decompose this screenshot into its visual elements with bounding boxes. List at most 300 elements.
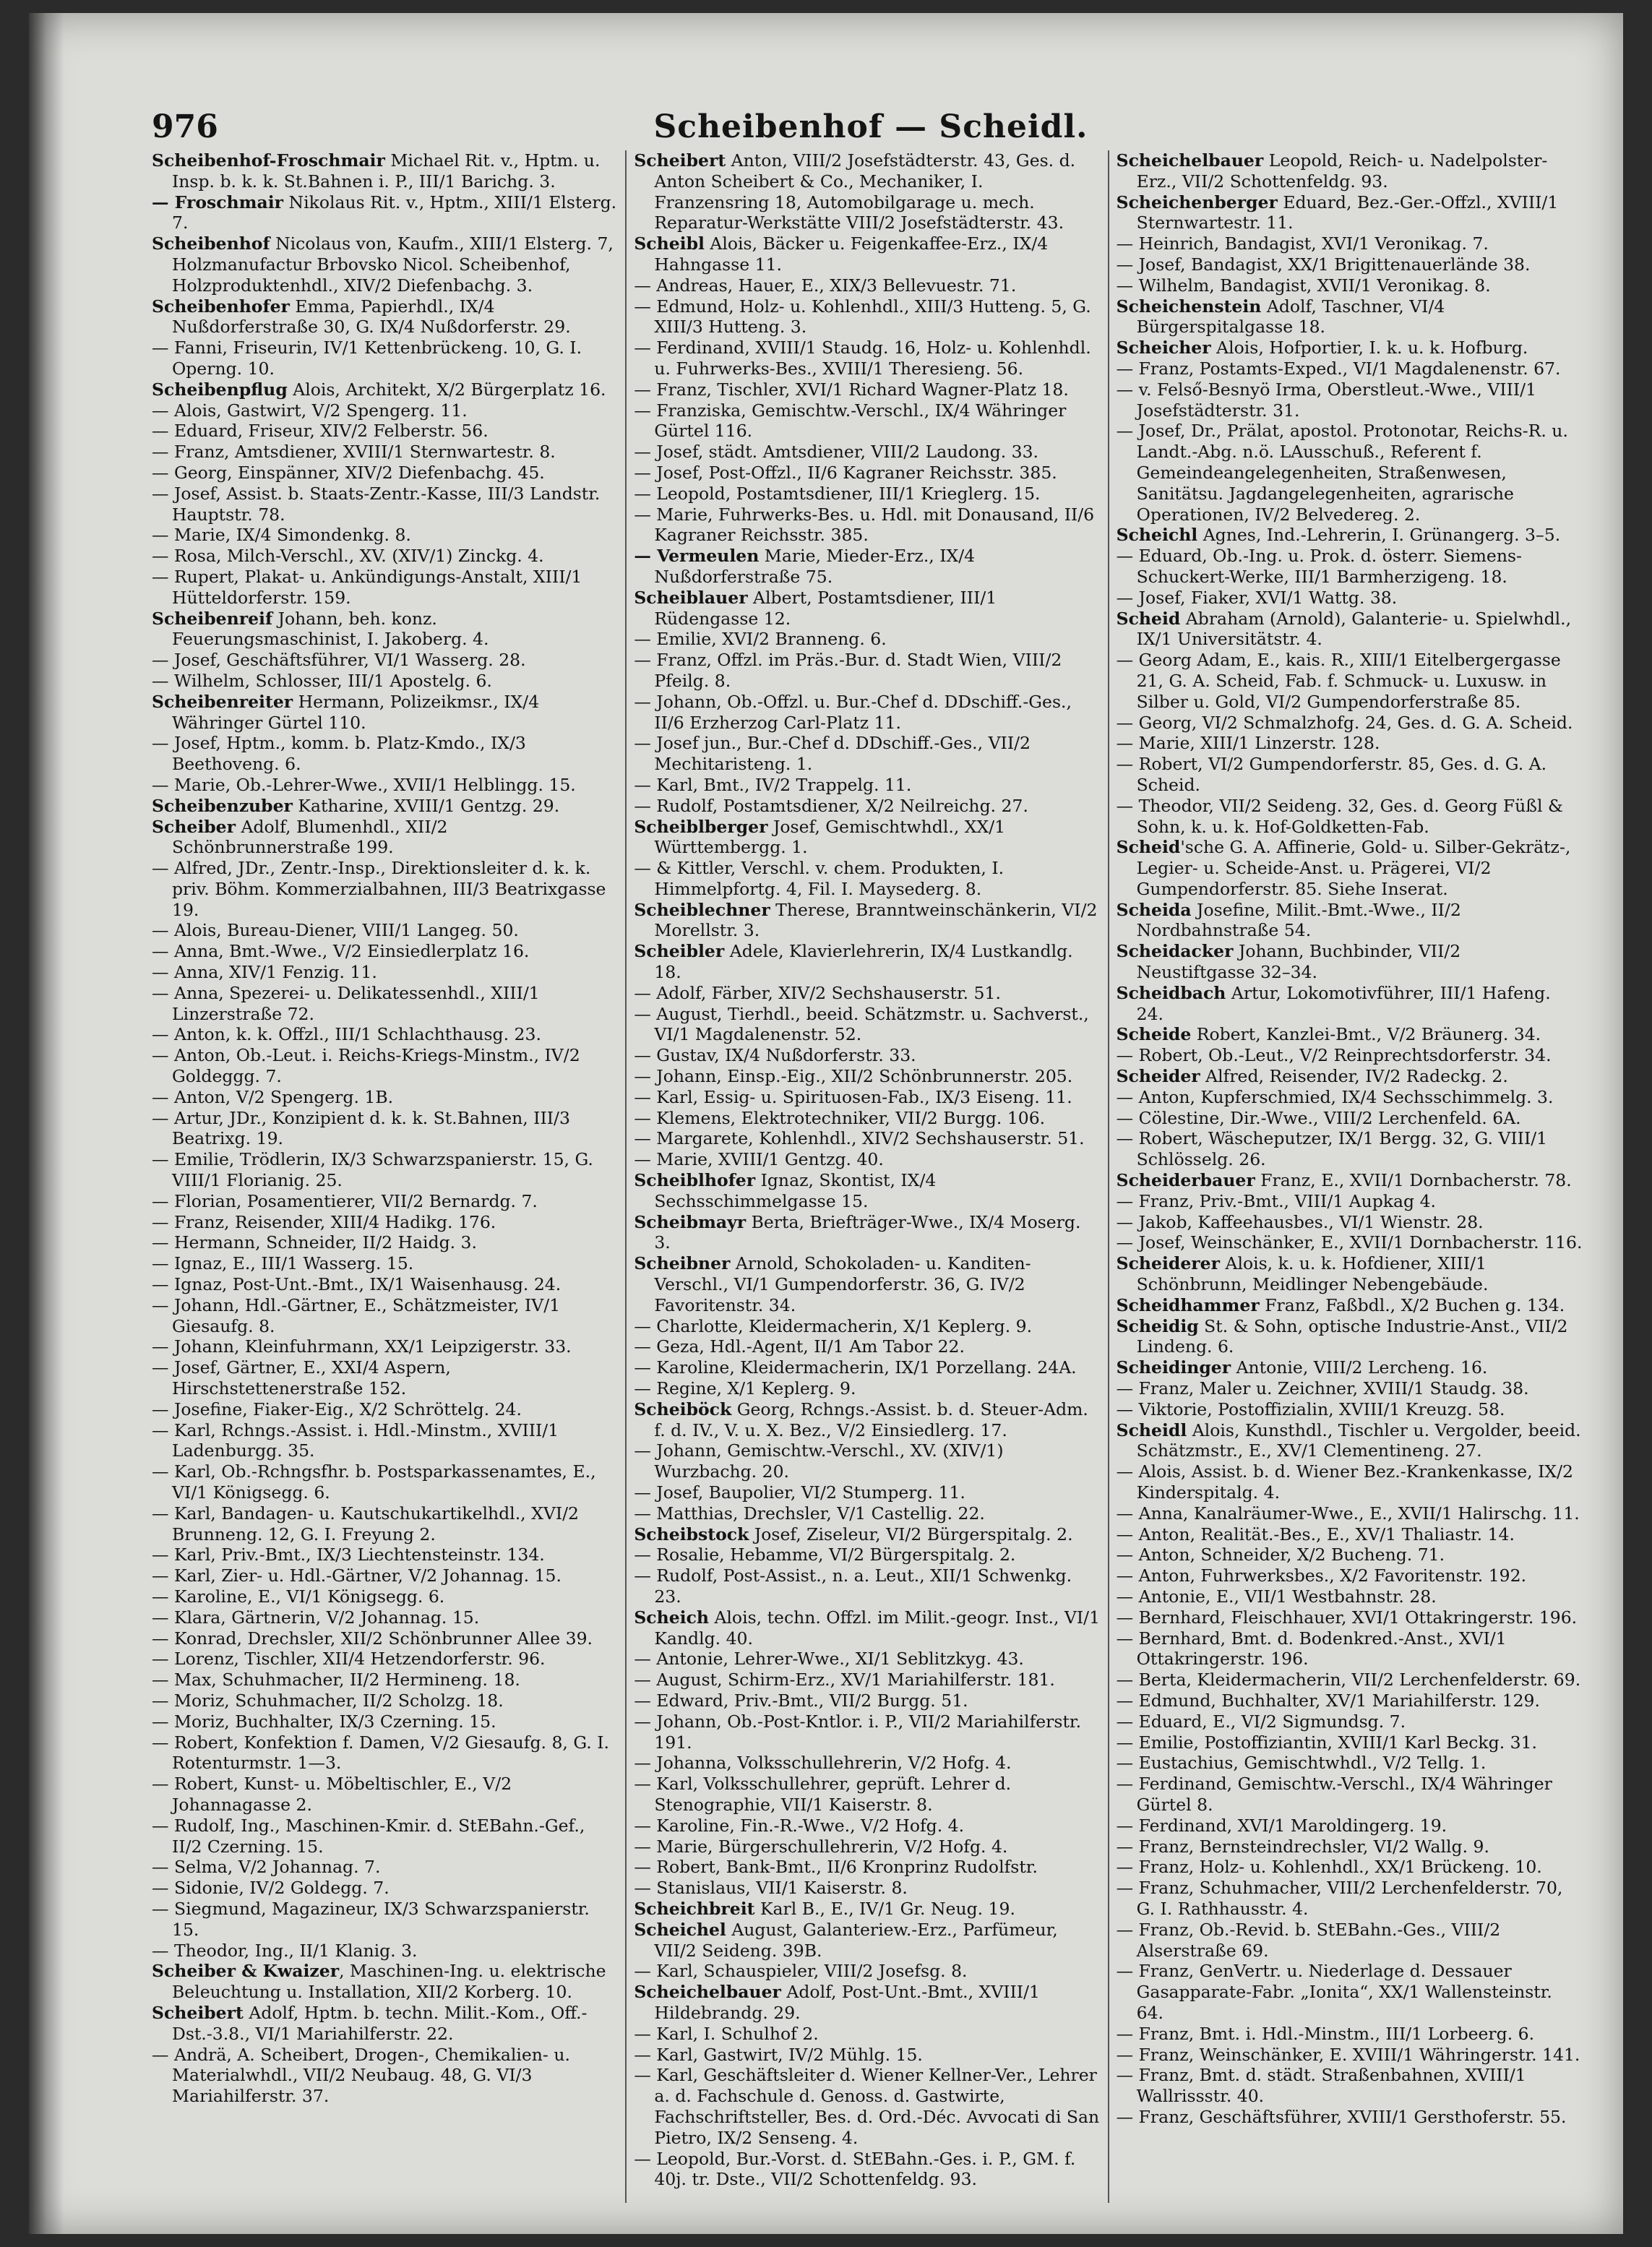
directory-entry bbox=[152, 442, 618, 463]
column-2 bbox=[625, 150, 1107, 2203]
directory-entry bbox=[1117, 733, 1583, 754]
directory-entry bbox=[634, 504, 1100, 546]
directory-entry bbox=[634, 1170, 1100, 1212]
entry-headword: Scheiblberger bbox=[634, 816, 768, 837]
entry-text: Alois, Architekt, X/2 Bürgerplatz 16. bbox=[287, 379, 606, 400]
directory-entry bbox=[1117, 254, 1583, 275]
entry-text: — Ferdinand, Gemischtw.-Verschl., IX/4 Währinger Gürtel 8. bbox=[1116, 1774, 1552, 1815]
entry-text: — Josef, Post-Offzl., II/6 Kagraner Reichsstr. 385. bbox=[634, 462, 1057, 483]
directory-entry bbox=[1117, 2045, 1583, 2066]
directory-entry bbox=[634, 1982, 1100, 2024]
entry-headword: Scheibert bbox=[152, 2002, 244, 2023]
directory-entry bbox=[1117, 609, 1583, 650]
directory-entry bbox=[152, 2045, 618, 2107]
directory-entry bbox=[634, 1149, 1100, 1170]
directory-columns bbox=[152, 150, 1590, 2203]
entry-headword: Scheicher bbox=[1116, 338, 1211, 358]
entry-text: — Selma, V/2 Johannag. 7. bbox=[152, 1857, 381, 1878]
entry-headword: Scheida bbox=[1116, 899, 1192, 920]
directory-entry bbox=[1117, 1836, 1583, 1857]
directory-entry bbox=[152, 379, 618, 400]
directory-entry bbox=[1117, 1628, 1583, 1670]
entry-text: — Karl, Geschäftsleiter d. Wiener Kellner-Ver., Lehrer a. d. Fachschule d. Genoss. d. Gastwirte, Fachschriftsteller, Bes. d. Ord.-Déc. Avvocati di San Pietro, IX/2 Senseng. 4. bbox=[634, 2065, 1100, 2148]
directory-entry bbox=[1117, 1774, 1583, 1816]
entry-text: — Karl, I. Schulhof 2. bbox=[634, 2023, 819, 2044]
entry-text: — Emilie, Trödlerin, IX/3 Schwarzspanierstr. 15, G. VIII/1 Florianig. 25. bbox=[152, 1149, 593, 1191]
directory-entry bbox=[152, 463, 618, 484]
directory-entry bbox=[634, 463, 1100, 484]
entry-text: — Heinrich, Bandagist, XVI/1 Veronikag. 7. bbox=[1116, 233, 1489, 254]
entry-text: — Josef jun., Bur.-Chef d. DDschiff.-Ges., VII/2 Mechitaristeng. 1. bbox=[634, 733, 1031, 775]
entry-text: — Karl, Ob.-Rchngsfhr. b. Postsparkassenamtes, E., VI/1 Königsegg. 6. bbox=[152, 1461, 596, 1503]
entry-text: — Emilie, XVI/2 Branneng. 6. bbox=[634, 629, 887, 650]
directory-entry bbox=[152, 650, 618, 671]
entry-text: — Marie, Fuhrwerks-Bes. u. Hdl. mit Donausand, II/6 Kagraner Reichsstr. 385. bbox=[634, 504, 1095, 546]
directory-entry bbox=[152, 421, 618, 442]
directory-page bbox=[29, 13, 1623, 2234]
directory-entry bbox=[634, 1753, 1100, 1774]
directory-entry bbox=[634, 546, 1100, 588]
directory-entry bbox=[152, 233, 618, 296]
entry-text: St. & Sohn, optische Industrie-Anst., VII/2 Lindeng. 6. bbox=[1136, 1315, 1568, 1357]
directory-entry bbox=[152, 1149, 618, 1191]
entry-text: — Johann, Kleinfuhrmann, XX/1 Leipzigerstr. 33. bbox=[152, 1336, 572, 1357]
directory-entry bbox=[152, 1191, 618, 1212]
entry-text: — Franz, Weinschänker, E. XVIII/1 Währingerstr. 141. bbox=[1116, 2044, 1580, 2065]
directory-entry bbox=[1117, 1961, 1583, 2023]
directory-entry bbox=[634, 1399, 1100, 1441]
entry-text: — Johann, Gemischtw.-Verschl., XV. (XIV/1) Wurzbachg. 20. bbox=[634, 1440, 1004, 1482]
entry-text: Alfred, Reisender, IV/2 Radeckg. 2. bbox=[1200, 1066, 1508, 1087]
entry-text: Adolf, Blumenhdl., XII/2 Schönbrunnerstraße 199. bbox=[172, 816, 448, 858]
directory-entry bbox=[634, 1108, 1100, 1129]
entry-text: — Antonie, E., VII/1 Westbahnstr. 28. bbox=[1116, 1586, 1437, 1607]
entry-headword: — Vermeulen bbox=[634, 546, 760, 567]
directory-entry bbox=[634, 1066, 1100, 1087]
directory-entry bbox=[152, 1607, 618, 1628]
entry-headword: Scheiderbauer bbox=[1116, 1170, 1255, 1191]
entry-text: — Regine, X/1 Keplerg. 9. bbox=[634, 1378, 856, 1399]
directory-entry bbox=[634, 150, 1100, 233]
directory-entry bbox=[1117, 1191, 1583, 1212]
entry-text: — Rudolf, Ing., Maschinen-Kmir. d. StEBahn.-Gef., II/2 Czerning. 15. bbox=[152, 1815, 585, 1857]
entry-text: Therese, Branntweinschänkerin, VI/2 Morellstr. 3. bbox=[654, 899, 1098, 941]
entry-headword: Scheidacker bbox=[1116, 941, 1234, 962]
entry-text: — Moriz, Buchhalter, IX/3 Czerning. 15. bbox=[152, 1711, 496, 1732]
entry-text: Robert, Kanzlei-Bmt., V/2 Bräunerg. 34. bbox=[1191, 1024, 1541, 1045]
entry-headword: Scheibstock bbox=[634, 1524, 749, 1544]
directory-entry bbox=[1117, 1399, 1583, 1420]
directory-entry bbox=[634, 2149, 1100, 2191]
entry-text: — Franz, Priv.-Bmt., VIII/1 Aupkag 4. bbox=[1116, 1190, 1436, 1211]
entry-headword: Scheichenstein bbox=[1116, 296, 1262, 317]
entry-text: — & Kittler, Verschl. v. chem. Produkten, I. Himmelpfortg. 4, Fil. I. Maysederg. 8. bbox=[634, 858, 1004, 899]
entry-text: — Edmund, Holz- u. Kohlenhdl., XIII/3 Hutteng. 5, G. XIII/3 Hutteng. 3. bbox=[634, 296, 1091, 338]
entry-text: — Johann, Hdl.-Gärtner, E., Schätzmeister, IV/1 Giesaufg. 8. bbox=[152, 1294, 561, 1336]
directory-entry bbox=[152, 1690, 618, 1711]
directory-entry bbox=[1117, 1544, 1583, 1565]
directory-entry bbox=[634, 588, 1100, 630]
entry-text: Emma, Papierhdl., IX/4 Nußdorferstraße 30, G. IX/4 Nußdorferstr. 29. bbox=[172, 296, 571, 338]
entry-text: — Robert, Ob.-Leut., V/2 Reinprechtsdorferstr. 34. bbox=[1116, 1045, 1552, 1066]
entry-text: — Karl, Gastwirt, IV/2 Mühlg. 15. bbox=[634, 2044, 923, 2065]
directory-entry bbox=[634, 1816, 1100, 1836]
entry-text: — Karl, Zier- u. Hdl.-Gärtner, V/2 Johannag. 15. bbox=[152, 1565, 562, 1586]
entry-text: — Johanna, Volksschullehrerin, V/2 Hofg. 4. bbox=[634, 1753, 1012, 1774]
entry-text: — Edmund, Buchhalter, XV/1 Mariahilferstr. 129. bbox=[1116, 1690, 1540, 1711]
directory-entry bbox=[634, 1774, 1100, 1816]
entry-text: — Franz, Bmt. d. städt. Straßenbahnen, XVIII/1 Wallrissstr. 40. bbox=[1116, 2065, 1526, 2107]
entry-text: — Edward, Priv.-Bmt., VII/2 Burgg. 51. bbox=[634, 1690, 968, 1711]
entry-text: — Josef, Hptm., komm. b. Platz-Kmdo., IX/3 Beethoveng. 6. bbox=[152, 733, 526, 775]
directory-entry bbox=[152, 609, 618, 650]
directory-entry bbox=[634, 1878, 1100, 1899]
entry-text: Michael Rit. v., Hptm. u. Insp. b. k. k. St.Bahnen i. P., III/1 Barichg. 3. bbox=[172, 150, 601, 192]
directory-entry bbox=[634, 400, 1100, 442]
directory-entry bbox=[1117, 275, 1583, 296]
directory-entry bbox=[152, 817, 618, 859]
entry-text: — Karl, Volksschullehrer, geprüft. Lehrer d. Stenographie, VII/1 Kaiserstr. 8. bbox=[634, 1774, 1012, 1815]
directory-entry bbox=[152, 1045, 618, 1087]
directory-entry bbox=[634, 650, 1100, 692]
directory-entry bbox=[152, 671, 618, 692]
directory-entry bbox=[1117, 192, 1583, 234]
entry-text: — Franz, Ob.-Revid. b. StEBahn.-Ges., VIII/2 Alserstraße 69. bbox=[1116, 1919, 1501, 1961]
entry-text: — Franz, Tischler, XVI/1 Richard Wagner-Platz 18. bbox=[634, 379, 1069, 400]
entry-text: — Franz, Postamts-Exped., VI/1 Magdalenenstr. 67. bbox=[1116, 358, 1561, 379]
entry-text: — Konrad, Drechsler, XII/2 Schönbrunner Allee 39. bbox=[152, 1628, 593, 1649]
directory-entry bbox=[634, 1544, 1100, 1565]
entry-text: — Theodor, Ing., II/1 Klanig. 3. bbox=[152, 1940, 418, 1961]
directory-entry bbox=[152, 733, 618, 775]
entry-text: — Josef, Baupolier, VI/2 Stumperg. 11. bbox=[634, 1482, 965, 1503]
entry-text: — Matthias, Drechsler, V/1 Castellig. 22. bbox=[634, 1503, 985, 1524]
entry-text: — Artur, JDr., Konzipient d. k. k. St.Bahnen, III/3 Beatrixg. 19. bbox=[152, 1107, 570, 1149]
directory-entry bbox=[634, 296, 1100, 338]
entry-text: — Bernhard, Fleischhauer, XVI/1 Ottakringerstr. 196. bbox=[1116, 1607, 1578, 1628]
directory-entry bbox=[152, 1024, 618, 1045]
column-3 bbox=[1108, 150, 1590, 2203]
entry-text: Eduard, Bez.-Ger.-Offzl., XVIII/1 Sternwartestr. 11. bbox=[1136, 192, 1559, 233]
entry-text: Karl B., E., IV/1 Gr. Neug. 19. bbox=[754, 1898, 1015, 1919]
directory-entry bbox=[1117, 379, 1583, 421]
entry-text: — Anton, Realität.-Bes., E., XV/1 Thaliastr. 14. bbox=[1116, 1524, 1515, 1544]
entry-text: — Florian, Posamentierer, VII/2 Bernardg. 7. bbox=[152, 1190, 538, 1211]
entry-text: — Georg, VI/2 Schmalzhofg. 24, Ges. d. G. A. Scheid. bbox=[1116, 712, 1573, 733]
entry-text: — Eduard, Ob.-Ing. u. Prok. d. österr. Siemens-Schuckert-Werke, III/1 Barmherzigeng. 18. bbox=[1116, 546, 1522, 587]
entry-text: Artur, Lokomotivführer, III/1 Hafeng. 24. bbox=[1136, 982, 1551, 1024]
entry-text: Franz, Faßbdl., X/2 Buchen g. 134. bbox=[1259, 1294, 1565, 1315]
entry-text: — Anna, Spezerei- u. Delikatessenhdl., XIII/1 Linzerstraße 72. bbox=[152, 982, 540, 1024]
directory-entry bbox=[152, 920, 618, 941]
entry-headword: Scheichl bbox=[1116, 525, 1198, 546]
entry-text: Arnold, Schokoladen- u. Kanditen-Verschl., VI/1 Gumpendorferstr. 36, G. IV/2 Favoritenstr. 34. bbox=[654, 1253, 1031, 1315]
entry-text: — Ignaz, E., III/1 Wasserg. 15. bbox=[152, 1253, 414, 1274]
entry-headword: Scheibler bbox=[634, 941, 725, 962]
entry-headword: Scheichel bbox=[634, 1919, 726, 1940]
entry-text: Ignaz, Skontist, IX/4 Sechsschimmelgasse 15. bbox=[654, 1170, 937, 1211]
entry-text: — Ferdinand, XVI/1 Maroldingerg. 19. bbox=[1116, 1815, 1447, 1836]
directory-entry bbox=[634, 1899, 1100, 1920]
directory-entry bbox=[1117, 1857, 1583, 1878]
page-number: 976 bbox=[152, 108, 218, 145]
running-head: Scheibenhof — Scheidl. bbox=[653, 108, 1088, 145]
entry-text: Albert, Postamtsdiener, III/1 Rüdengasse 12. bbox=[654, 587, 997, 629]
directory-entry bbox=[1117, 1253, 1583, 1295]
entry-headword: Scheiböck bbox=[634, 1399, 732, 1419]
entry-text: — Robert, Wäscheputzer, IX/1 Bergg. 32, G. VIII/1 Schlösselg. 26. bbox=[1116, 1128, 1548, 1170]
directory-entry bbox=[634, 379, 1100, 400]
directory-entry bbox=[634, 1128, 1100, 1149]
entry-text: — Karl, Essig- u. Spirituosen-Fab., IX/3 Eiseng. 11. bbox=[634, 1086, 1072, 1107]
entry-text: Franz, E., XVII/1 Dornbacherstr. 78. bbox=[1255, 1170, 1572, 1191]
directory-entry bbox=[152, 525, 618, 546]
directory-entry bbox=[1117, 1565, 1583, 1586]
entry-text: — Karl, Bmt., IV/2 Trappelg. 11. bbox=[634, 774, 912, 795]
entry-headword: Scheidhammer bbox=[1116, 1294, 1260, 1315]
entry-text: — Ignaz, Post-Unt.-Bmt., IX/1 Waisenhausg. 24. bbox=[152, 1274, 562, 1295]
entry-headword: — Froschmair bbox=[152, 192, 284, 212]
directory-entry bbox=[634, 1711, 1100, 1753]
entry-text: — Georg Adam, E., kais. R., XIII/1 Eitelbergergasse 21, G. A. Scheid, Fab. f. Schmuck- u. Luxusw. in Silber u. Gold, VI/2 Gumpendorferstraße 85. bbox=[1116, 650, 1561, 712]
entry-text: — Rudolf, Post-Assist., n. a. Leut., XII/1 Schwenkg. 23. bbox=[634, 1565, 1072, 1607]
entry-headword: Scheichelbauer bbox=[1116, 150, 1264, 171]
directory-entry bbox=[634, 796, 1100, 817]
directory-entry bbox=[634, 1857, 1100, 1878]
entry-text: Abraham (Arnold), Galanterie- u. Spielwhdl., IX/1 Universitätstr. 4. bbox=[1136, 608, 1572, 650]
entry-headword: Scheibenpflug bbox=[152, 379, 288, 400]
entry-text: — Eustachius, Gemischtwhdl., V/2 Tellg. 1. bbox=[1116, 1753, 1487, 1774]
directory-entry bbox=[634, 692, 1100, 734]
entry-text: — Johann, Ob.-Offzl. u. Bur.-Chef d. DDschiff.-Ges., II/6 Erzherzog Carl-Platz 11. bbox=[634, 691, 1072, 733]
entry-text: — Franz, Reisender, XIII/4 Hadikg. 176. bbox=[152, 1211, 496, 1232]
entry-text: — Marie, Bürgerschullehrerin, V/2 Hofg. 4. bbox=[634, 1836, 1008, 1857]
entry-text: — Franz, Bmt. i. Hdl.-Minstm., III/1 Lorbeerg. 6. bbox=[1116, 2023, 1535, 2044]
directory-entry bbox=[152, 796, 618, 817]
entry-text: — Emilie, Postoffiziantin, XVIII/1 Karl Beckg. 31. bbox=[1116, 1732, 1538, 1753]
directory-entry bbox=[1117, 2065, 1583, 2107]
entry-text: — Leopold, Bur.-Vorst. d. StEBahn.-Ges. i. P., GM. f. 40j. tr. Dste., VII/2 Schottenfeldg. 93. bbox=[634, 2148, 1076, 2190]
directory-entry bbox=[1117, 713, 1583, 734]
entry-headword: Scheibenhof-Froschmair bbox=[152, 150, 385, 171]
directory-entry bbox=[634, 1336, 1100, 1357]
directory-entry bbox=[152, 1565, 618, 1586]
entry-text: — Rosalie, Hebamme, VI/2 Bürgerspitalg. 2. bbox=[634, 1544, 1016, 1565]
directory-entry bbox=[1117, 1378, 1583, 1399]
entry-text: — Jakob, Kaffeehausbes., VI/1 Wienstr. 28. bbox=[1116, 1211, 1484, 1232]
directory-entry bbox=[152, 1586, 618, 1607]
entry-headword: Scheiblechner bbox=[634, 899, 770, 920]
directory-entry bbox=[1117, 1670, 1583, 1690]
entry-text: 'sche G. A. Affinerie, Gold- u. Silber-Gekrätz-, Legier- u. Scheide-Anst. u. Prägerei, VI/2 Gumpendorferstr. 85. Siehe Inserat. bbox=[1136, 837, 1571, 899]
entry-text: — Georg, Einspänner, XIV/2 Diefenbachg. 45. bbox=[152, 462, 545, 483]
directory-entry bbox=[1117, 1816, 1583, 1836]
directory-entry bbox=[1117, 1690, 1583, 1711]
entry-headword: Scheibenreif bbox=[152, 608, 273, 629]
entry-text: Antonie, VIII/2 Lercheng. 16. bbox=[1231, 1357, 1488, 1378]
directory-entry bbox=[1117, 1503, 1583, 1524]
directory-entry bbox=[152, 1274, 618, 1295]
directory-entry bbox=[634, 900, 1100, 942]
entry-headword: Scheiblauer bbox=[634, 587, 748, 608]
directory-entry bbox=[152, 1899, 618, 1941]
directory-entry bbox=[634, 775, 1100, 796]
entry-text: Marie, Mieder-Erz., IX/4 Nußdorferstraße 75. bbox=[654, 546, 976, 587]
entry-headword: Scheid bbox=[1116, 608, 1181, 629]
directory-entry bbox=[634, 629, 1100, 650]
directory-entry bbox=[152, 1253, 618, 1274]
entry-headword: Scheichbreit bbox=[634, 1898, 755, 1919]
directory-entry bbox=[1117, 546, 1583, 588]
directory-entry bbox=[634, 817, 1100, 859]
directory-entry bbox=[1117, 1420, 1583, 1462]
directory-entry bbox=[152, 192, 618, 234]
entry-text: Nicolaus von, Kaufm., XIII/1 Elsterg. 7, Holzmanufactur Brbovsko Nicol. Scheibenhof, Holzproduktenhdl., XIV/2 Diefenbachg. 3. bbox=[172, 233, 614, 296]
directory-entry bbox=[152, 484, 618, 525]
directory-entry bbox=[152, 1544, 618, 1565]
entry-text: — v. Felső-Besnyö Irma, Oberstleut.-Wwe., VIII/1 Josefstädterstr. 31. bbox=[1116, 379, 1537, 421]
entry-text: — Stanislaus, VII/1 Kaiserstr. 8. bbox=[634, 1878, 908, 1899]
entry-text: Josefine, Milit.-Bmt.-Wwe., II/2 Nordbahnstraße 54. bbox=[1136, 899, 1461, 941]
directory-entry bbox=[1117, 2107, 1583, 2128]
directory-entry bbox=[634, 1565, 1100, 1607]
entry-text: — Leopold, Postamtsdiener, III/1 Krieglerg. 15. bbox=[634, 483, 1041, 504]
entry-text: — Karoline, E., VI/1 Königsegg. 6. bbox=[152, 1586, 445, 1607]
entry-text: — Josefine, Fiaker-Eig., X/2 Schröttelg. 24. bbox=[152, 1399, 522, 1419]
entry-text: — Theodor, VII/2 Seideng. 32, Ges. d. Georg Füßl & Sohn, k. u. k. Hof-Goldketten-Fab. bbox=[1116, 795, 1563, 837]
entry-text: — Franz, Maler u. Zeichner, XVIII/1 Staudg. 38. bbox=[1116, 1378, 1529, 1399]
directory-entry bbox=[152, 1816, 618, 1857]
directory-entry bbox=[1117, 983, 1583, 1025]
directory-entry bbox=[1117, 1461, 1583, 1503]
entry-text: Josef, Gemischtwhdl., XX/1 Württembergg. 1. bbox=[654, 816, 1006, 858]
directory-entry bbox=[152, 296, 618, 338]
directory-entry bbox=[634, 1607, 1100, 1649]
entry-text: — Gustav, IX/4 Nußdorferstr. 33. bbox=[634, 1045, 916, 1066]
entry-headword: Scheidig bbox=[1116, 1315, 1199, 1336]
directory-entry bbox=[152, 1878, 618, 1899]
entry-text: — Alois, Bureau-Diener, VIII/1 Langeg. 50. bbox=[152, 920, 519, 941]
entry-text: Johann, Buchbinder, VII/2 Neustiftgasse 32–34. bbox=[1136, 941, 1461, 983]
directory-entry bbox=[152, 692, 618, 734]
directory-entry bbox=[1117, 1920, 1583, 1962]
directory-entry bbox=[152, 1357, 618, 1399]
entry-text: — Klemens, Elektrotechniker, VII/2 Burgg. 106. bbox=[634, 1107, 1046, 1128]
directory-entry bbox=[634, 1670, 1100, 1690]
entry-headword: Scheiber & Kwaizer bbox=[152, 1961, 340, 1982]
entry-text: — Karoline, Kleidermacherin, IX/1 Porzellang. 24A. bbox=[634, 1357, 1077, 1378]
entry-text: Berta, Briefträger-Wwe., IX/4 Moserg. 3. bbox=[654, 1211, 1081, 1253]
entry-text: — Rudolf, Postamtsdiener, X/2 Neilreichg. 27. bbox=[634, 795, 1028, 816]
directory-entry bbox=[152, 1461, 618, 1503]
entry-text: — Karl, Priv.-Bmt., IX/3 Liechtensteinstr. 134. bbox=[152, 1544, 545, 1565]
entry-text: — Robert, Kunst- u. Möbeltischler, E., V/2 Johannagasse 2. bbox=[152, 1774, 512, 1815]
directory-entry bbox=[1117, 1024, 1583, 1045]
directory-entry bbox=[1117, 754, 1583, 796]
entry-text: — Geza, Hdl.-Agent, II/1 Am Tabor 22. bbox=[634, 1336, 965, 1357]
directory-entry bbox=[634, 1316, 1100, 1337]
entry-text: — Viktorie, Postoffizialin, XVIII/1 Kreuzg. 58. bbox=[1116, 1399, 1505, 1419]
column-1 bbox=[152, 150, 625, 2203]
entry-text: — Antonie, Lehrer-Wwe., XI/1 Seblitzkyg. 43. bbox=[634, 1649, 1024, 1670]
directory-entry bbox=[1117, 338, 1583, 358]
entry-text: — Moriz, Schuhmacher, II/2 Scholzg. 18. bbox=[152, 1690, 504, 1711]
entry-headword: Scheidbach bbox=[1116, 982, 1226, 1003]
entry-text: — Robert, Konfektion f. Damen, V/2 Giesaufg. 8, G. I. Rotenturmstr. 1—3. bbox=[152, 1732, 609, 1774]
entry-text: — Franz, Amtsdiener, XVIII/1 Sternwartestr. 8. bbox=[152, 442, 556, 463]
entry-text: Adolf, Post-Unt.-Bmt., XVIII/1 Hildebrandg. 29. bbox=[654, 1982, 1040, 2023]
entry-text: — Adolf, Färber, XIV/2 Sechshauserstr. 51. bbox=[634, 982, 1001, 1003]
directory-entry bbox=[634, 233, 1100, 275]
entry-text: — Siegmund, Magazineur, IX/3 Schwarzspanierstr. 15. bbox=[152, 1898, 590, 1940]
directory-entry bbox=[634, 2045, 1100, 2066]
directory-entry bbox=[634, 1503, 1100, 1524]
directory-entry bbox=[1117, 1128, 1583, 1170]
entry-text: Georg, Rchngs.-Assist. b. d. Steuer-Adm. f. d. IV., V. u. X. Bez., V/2 Einsiedlerg. 17. bbox=[654, 1399, 1088, 1440]
directory-entry bbox=[1117, 1711, 1583, 1732]
directory-entry bbox=[1117, 1316, 1583, 1358]
entry-text: — Marie, Ob.-Lehrer-Wwe., XVII/1 Helblingg. 15. bbox=[152, 774, 576, 795]
entry-text: Alois, k. u. k. Hofdiener, XIII/1 Schönbrunn, Meidlinger Nebengebäude. bbox=[1136, 1253, 1489, 1295]
directory-entry bbox=[1117, 233, 1583, 254]
entry-headword: Scheichenberger bbox=[1116, 192, 1278, 212]
directory-entry bbox=[1117, 1295, 1583, 1316]
directory-entry bbox=[1117, 650, 1583, 712]
entry-text: — Franz, Schuhmacher, VIII/2 Lerchenfelderstr. 70, G. I. Rathhausstr. 4. bbox=[1116, 1878, 1563, 1919]
directory-entry bbox=[1117, 1753, 1583, 1774]
directory-entry bbox=[1117, 2024, 1583, 2045]
entry-headword: Scheibenreiter bbox=[152, 691, 293, 712]
entry-text: — Eduard, Friseur, XIV/2 Felberstr. 56. bbox=[152, 421, 489, 442]
directory-entry bbox=[634, 442, 1100, 463]
directory-entry bbox=[1117, 588, 1583, 609]
entry-text: Adolf, Hptm. b. techn. Milit.-Kom., Off.-Dst.-3.8., VI/1 Mariahilferstr. 22. bbox=[172, 2002, 588, 2044]
entry-text: — Karl, Schauspieler, VIII/2 Josefsg. 8. bbox=[634, 1961, 968, 1982]
entry-headword: Scheibert bbox=[634, 150, 726, 171]
entry-text: — Anna, Kanalräumer-Wwe., E., XVII/1 Halirschg. 11. bbox=[1116, 1503, 1580, 1524]
directory-entry bbox=[152, 1108, 618, 1150]
directory-entry bbox=[152, 941, 618, 962]
entry-text: Alois, Hofportier, I. k. u. k. Hofburg. bbox=[1210, 338, 1528, 358]
directory-entry bbox=[634, 1690, 1100, 1711]
entry-text: — Franziska, Gemischtw.-Verschl., IX/4 Währinger Gürtel 116. bbox=[634, 400, 1067, 442]
directory-entry bbox=[634, 983, 1100, 1004]
entry-text: Agnes, Ind.-Lehrerin, I. Grünangerg. 3–5. bbox=[1197, 525, 1561, 546]
entry-text: — Charlotte, Kleidermacherin, X/1 Keplerg. 9. bbox=[634, 1315, 1033, 1336]
directory-entry bbox=[152, 962, 618, 983]
directory-entry bbox=[1117, 1586, 1583, 1607]
entry-headword: Scheiblhofer bbox=[634, 1170, 756, 1191]
directory-entry bbox=[1117, 358, 1583, 379]
entry-text: Josef, Ziseleur, VI/2 Bürgerspitalg. 2. bbox=[749, 1524, 1073, 1544]
entry-text: — Karl, Rchngs.-Assist. i. Hdl.-Minstm., XVIII/1 Ladenburgg. 35. bbox=[152, 1419, 559, 1461]
directory-entry bbox=[152, 1399, 618, 1420]
directory-entry bbox=[152, 2003, 618, 2045]
entry-headword: Scheich bbox=[634, 1607, 709, 1628]
entry-text: — Wilhelm, Bandagist, XVII/1 Veronikag. 8. bbox=[1116, 275, 1491, 296]
entry-text: — Fanni, Friseurin, IV/1 Kettenbrückeng. 10, G. I. Operng. 10. bbox=[152, 338, 582, 379]
entry-text: — Josef, Geschäftsführer, VI/1 Wasserg. 28. bbox=[152, 650, 526, 671]
directory-entry bbox=[1117, 837, 1583, 899]
directory-entry bbox=[1117, 150, 1583, 192]
directory-entry bbox=[1117, 1045, 1583, 1066]
entry-headword: Scheiderer bbox=[1116, 1253, 1220, 1274]
directory-entry bbox=[152, 1670, 618, 1690]
entry-text: — Alois, Gastwirt, V/2 Spengerg. 11. bbox=[152, 400, 468, 421]
directory-entry bbox=[634, 1482, 1100, 1503]
directory-entry bbox=[634, 1961, 1100, 1982]
entry-text: — Eduard, E., VI/2 Sigmundsg. 7. bbox=[1116, 1711, 1406, 1732]
